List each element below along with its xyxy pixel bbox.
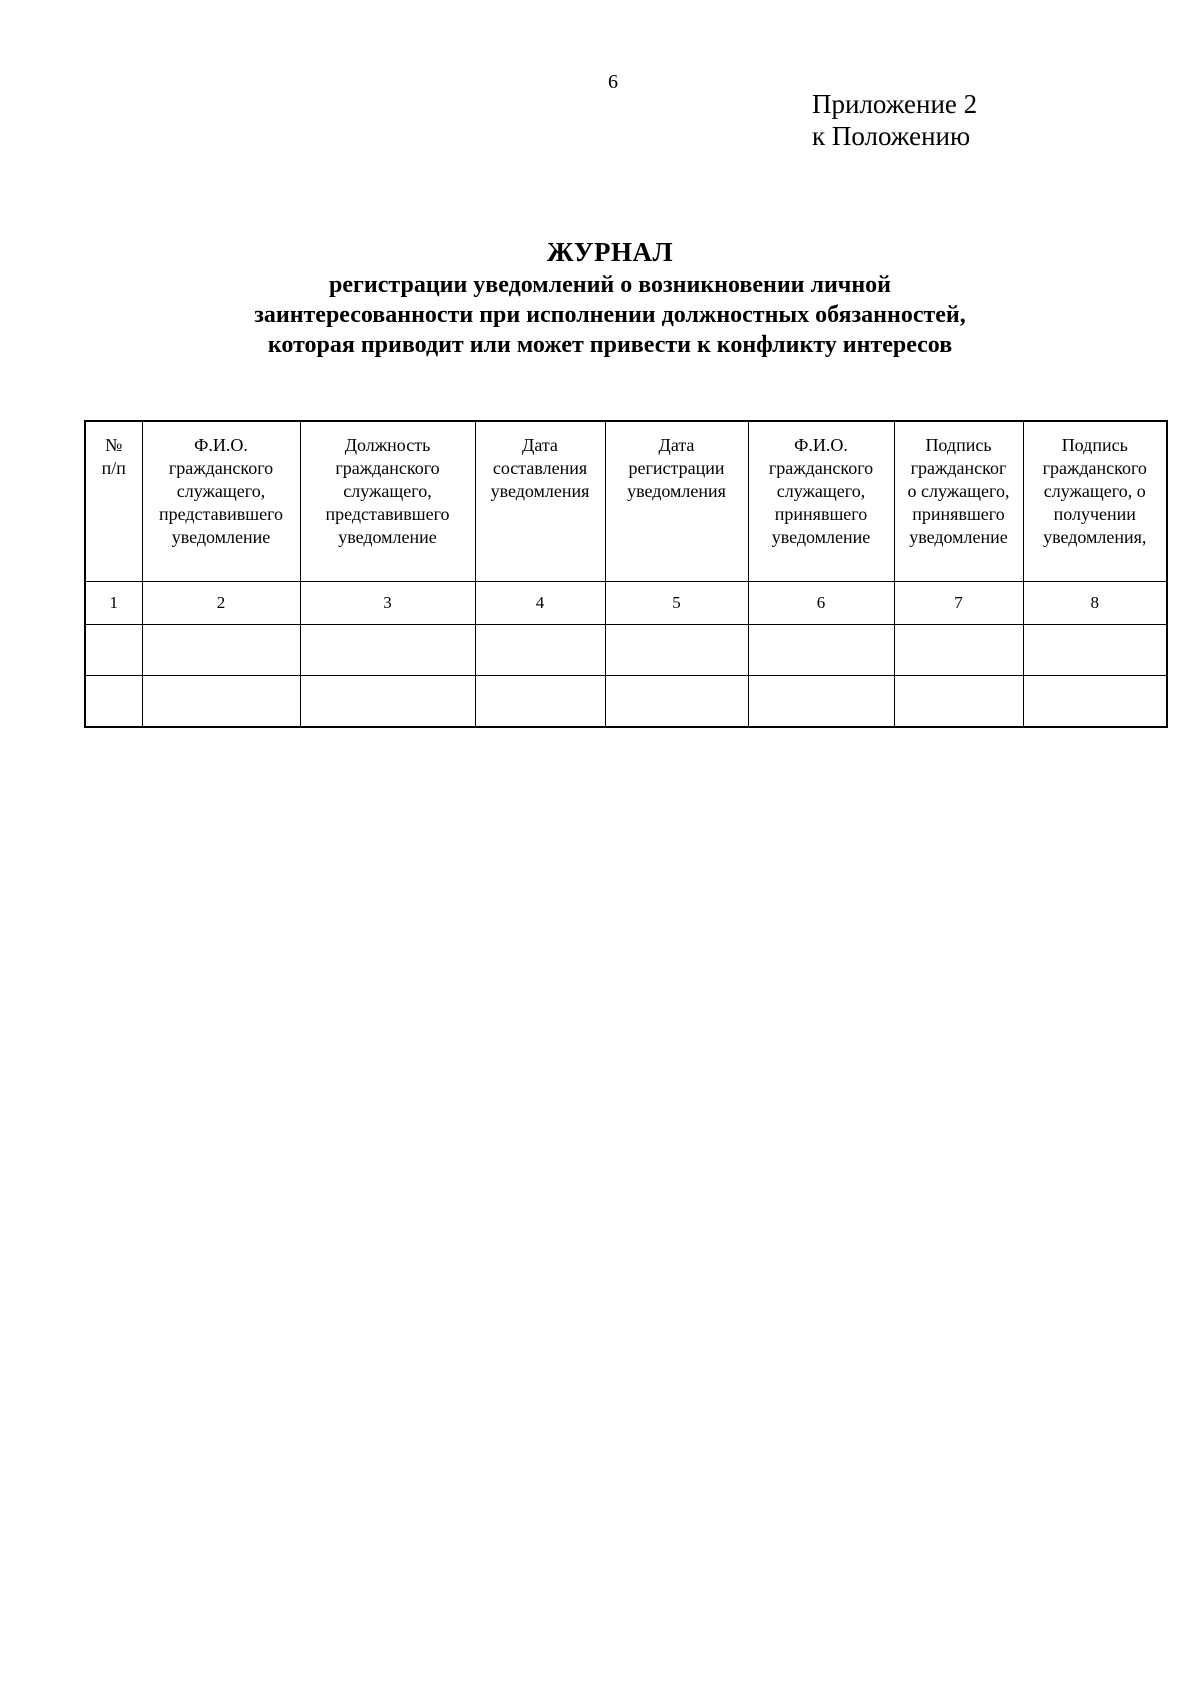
header-cell: Должность гражданского служащего, представившего уведомление [300, 421, 475, 581]
column-number-cell: 4 [475, 581, 605, 624]
column-number-cell: 7 [894, 581, 1023, 624]
column-number-cell: 5 [605, 581, 748, 624]
appendix-line-2: к Положению [812, 121, 971, 151]
header-cell: Дата регистрации уведомления [605, 421, 748, 581]
empty-cell [605, 624, 748, 675]
title-line-2: заинтересованности при исполнении должностных обязанностей, [254, 302, 966, 328]
appendix-line-1: Приложение 2 [812, 89, 978, 119]
empty-cell [85, 624, 142, 675]
empty-cell [300, 675, 475, 727]
empty-cell [894, 675, 1023, 727]
title-line-1: регистрации уведомлений о возникновении личной [329, 272, 891, 298]
empty-cell [475, 624, 605, 675]
journal-title [150, 236, 1070, 360]
table-header-row [85, 421, 1167, 581]
table-row [85, 675, 1167, 727]
empty-cell [1023, 675, 1167, 727]
table-row [85, 624, 1167, 675]
empty-cell [142, 624, 300, 675]
empty-cell [475, 675, 605, 727]
column-number-row [85, 581, 1167, 624]
title-main: ЖУРНАЛ [546, 237, 674, 267]
header-cell: Подпись гражданског о служащего, принявшего уведомление [894, 421, 1023, 581]
header-cell: Ф.И.О. гражданского служащего, принявшего уведомление [748, 421, 894, 581]
empty-cell [748, 675, 894, 727]
appendix-reference [812, 88, 977, 152]
header-cell: Дата составления уведомления [475, 421, 605, 581]
column-number-cell: 6 [748, 581, 894, 624]
empty-cell [605, 675, 748, 727]
header-cell: Подпись гражданского служащего, о получении уведомления, [1023, 421, 1167, 581]
header-cell: № п/п [85, 421, 142, 581]
empty-cell [300, 624, 475, 675]
empty-cell [142, 675, 300, 727]
empty-cell [1023, 624, 1167, 675]
registration-journal-table [84, 420, 1168, 728]
column-number-cell: 8 [1023, 581, 1167, 624]
empty-cell [748, 624, 894, 675]
title-line-3: которая приводит или может привести к конфликту интересов [267, 332, 953, 358]
column-number-cell: 3 [300, 581, 475, 624]
page-number: 6 [608, 71, 618, 93]
column-number-cell: 1 [85, 581, 142, 624]
empty-cell [85, 675, 142, 727]
column-number-cell: 2 [142, 581, 300, 624]
empty-cell [894, 624, 1023, 675]
title-subtitle [150, 270, 1070, 360]
header-cell: Ф.И.О. гражданского служащего, представившего уведомление [142, 421, 300, 581]
